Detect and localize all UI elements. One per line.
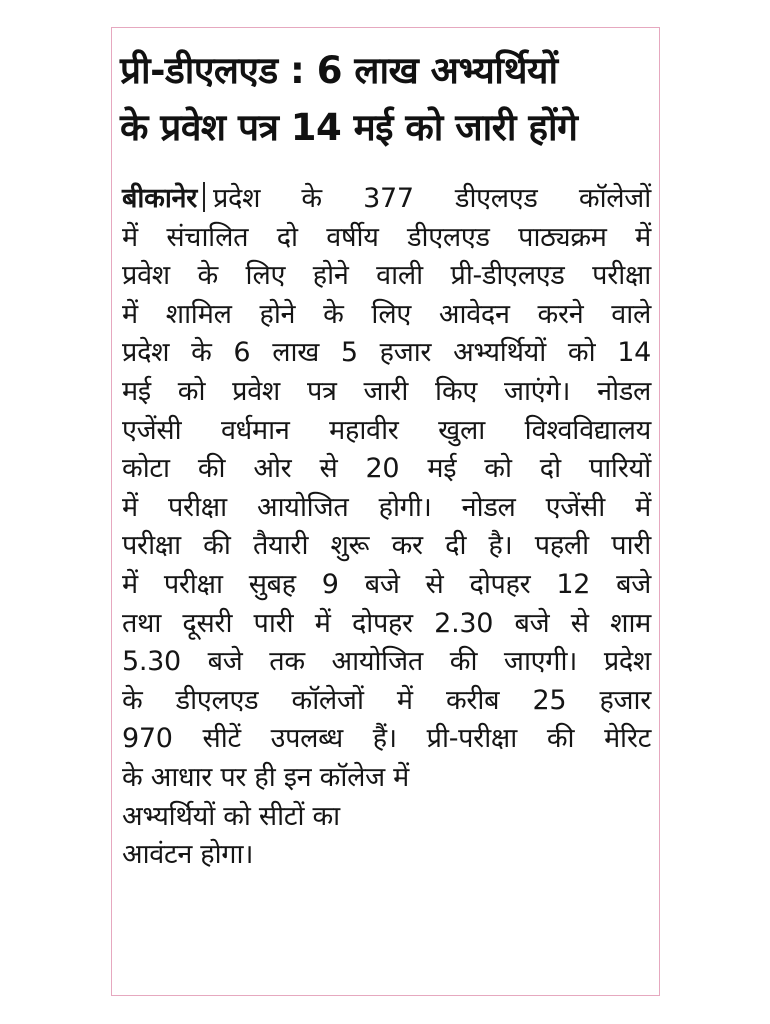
body-line: आवंटन होगा।: [122, 839, 254, 871]
body-line: 5.30 बजे तक आयोजित की जाएगी। प्रदेश: [122, 646, 651, 678]
body-line: में परीक्षा सुबह 9 बजे से दोपहर 12 बजे: [122, 568, 651, 600]
body-line: प्रवेश के लिए होने वाली प्री-डीएलएड परीक्षा: [122, 260, 651, 292]
body-line: [122, 180, 651, 219]
news-clipping: [111, 27, 660, 996]
body-line: कोटा की ओर से 20 मई को दो पारियों: [122, 453, 651, 485]
body-line: के आधार पर ही इन कॉलेज में: [122, 761, 409, 793]
body-line: एजेंसी वर्धमान महावीर खुला विश्वविद्यालय: [122, 414, 651, 446]
body-line: में संचालित दो वर्षीय डीएलएड पाठ्यक्रम में: [122, 221, 651, 253]
article-body: [122, 180, 651, 875]
body-line: मई को प्रवेश पत्र जारी किए जाएंगे। नोडल: [122, 375, 651, 407]
body-line: परीक्षा की तैयारी शुरू कर दी है। पहली पारी: [122, 530, 651, 562]
body-line: के डीएलएड कॉलेजों में करीब 25 हजार: [122, 684, 651, 716]
headline-line-1: प्री-डीएलएड : 6 लाख अभ्यर्थियों: [120, 49, 558, 92]
body-line: अभ्यर्थियों को सीटों का: [122, 800, 340, 832]
dateline: बीकानेर: [122, 183, 197, 214]
body-line: में परीक्षा आयोजित होगी। नोडल एजेंसी में: [122, 491, 651, 523]
headline-line-2: के प्रवेश पत्र 14 मई को जारी होंगे: [120, 106, 578, 149]
body-line: तथा दूसरी पारी में दोपहर 2.30 बजे से शाम: [122, 607, 651, 639]
body-line: प्रदेश के 6 लाख 5 हजार अभ्यर्थियों को 14: [122, 337, 651, 369]
body-line-text: प्रदेश के 377 डीएलएड कॉलेजों: [212, 183, 651, 214]
dateline-separator: [203, 182, 205, 212]
headline: [120, 42, 651, 156]
body-line: 970 सीटें उपलब्ध हैं। प्री-परीक्षा की मेरिट: [122, 723, 651, 755]
body-line: में शामिल होने के लिए आवेदन करने वाले: [122, 298, 651, 330]
